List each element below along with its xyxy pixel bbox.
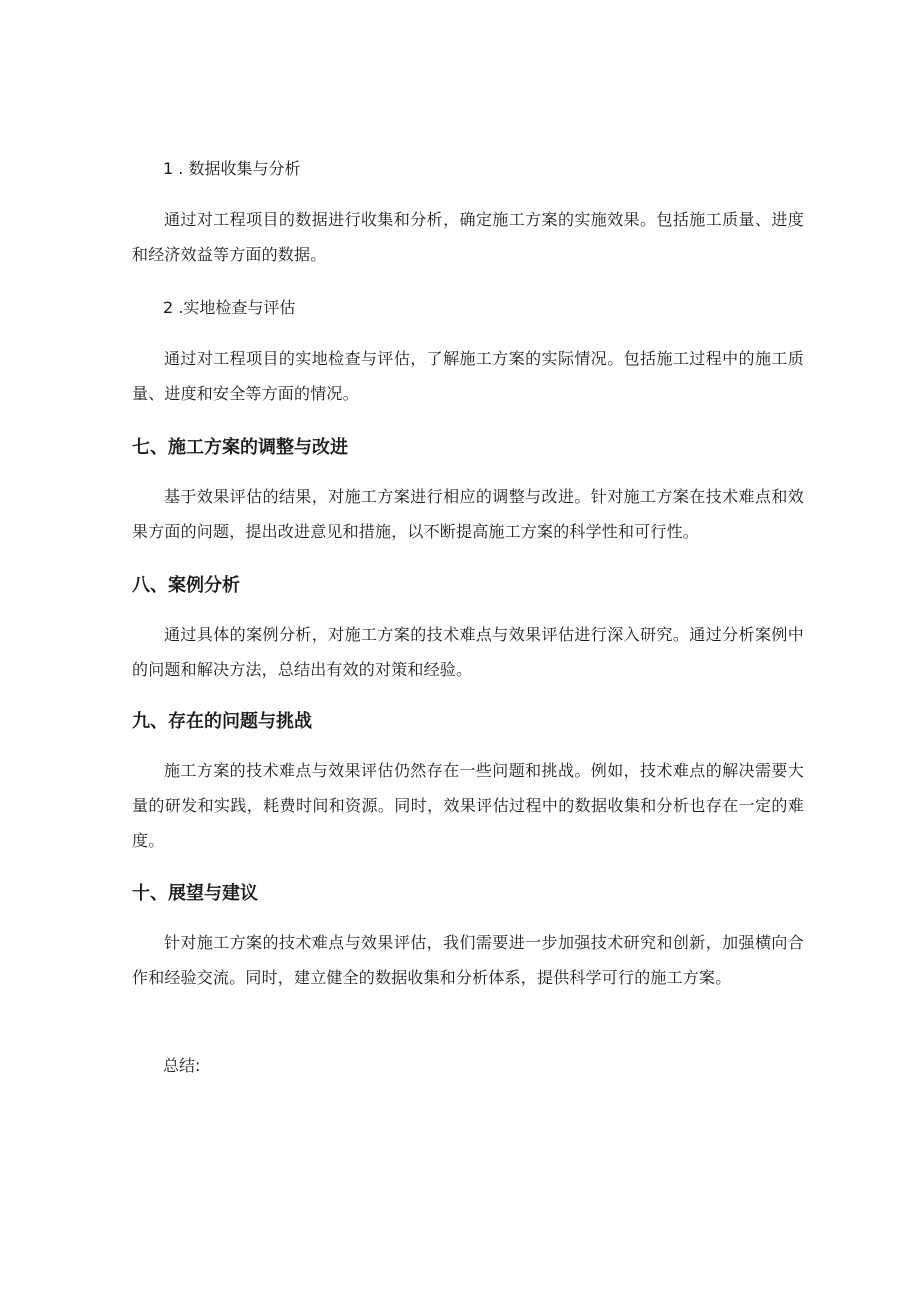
- summary-label: 总结:: [163, 1056, 201, 1075]
- paragraph-case-analysis: 通过具体的案例分析，对施工方案的技术难点与效果评估进行深入研究。通过分析案例中的问题和解决方法，总结出有效的对策和经验。: [132, 625, 804, 679]
- paragraph-site-inspection: 通过对工程项目的实地检查与评估，了解施工方案的实际情况。包括施工过程中的施工质量、进度和安全等方面的情况。: [132, 349, 804, 403]
- heading-problems: 九、存在的问题与挑战: [132, 711, 312, 732]
- heading-adjustment: 七、施工方案的调整与改进: [132, 437, 348, 458]
- heading-case-analysis: 八、案例分析: [132, 575, 240, 596]
- paragraph-outlook: 针对施工方案的技术难点与效果评估，我们需要进一步加强技术研究和创新，加强横向合作和经验交流。同时，建立健全的数据收集和分析体系，提供科学可行的施工方案。: [132, 933, 804, 987]
- subheading-site-inspection: 2 .实地检查与评估: [163, 298, 296, 317]
- paragraph-problems: 施工方案的技术难点与效果评估仍然存在一些问题和挑战。例如，技术难点的解决需要大量的研发和实践，耗费时间和资源。同时，效果评估过程中的数据收集和分析也存在一定的难度。: [132, 761, 804, 850]
- heading-outlook: 十、展望与建议: [132, 883, 258, 904]
- subheading-data-collection: 1 . 数据收集与分析: [163, 159, 301, 178]
- paragraph-data-collection: 通过对工程项目的数据进行收集和分析，确定施工方案的实施效果。包括施工质量、进度和经济效益等方面的数据。: [132, 210, 804, 264]
- paragraph-adjustment: 基于效果评估的结果，对施工方案进行相应的调整与改进。针对施工方案在技术难点和效果方面的问题，提出改进意见和措施，以不断提高施工方案的科学性和可行性。: [132, 487, 804, 541]
